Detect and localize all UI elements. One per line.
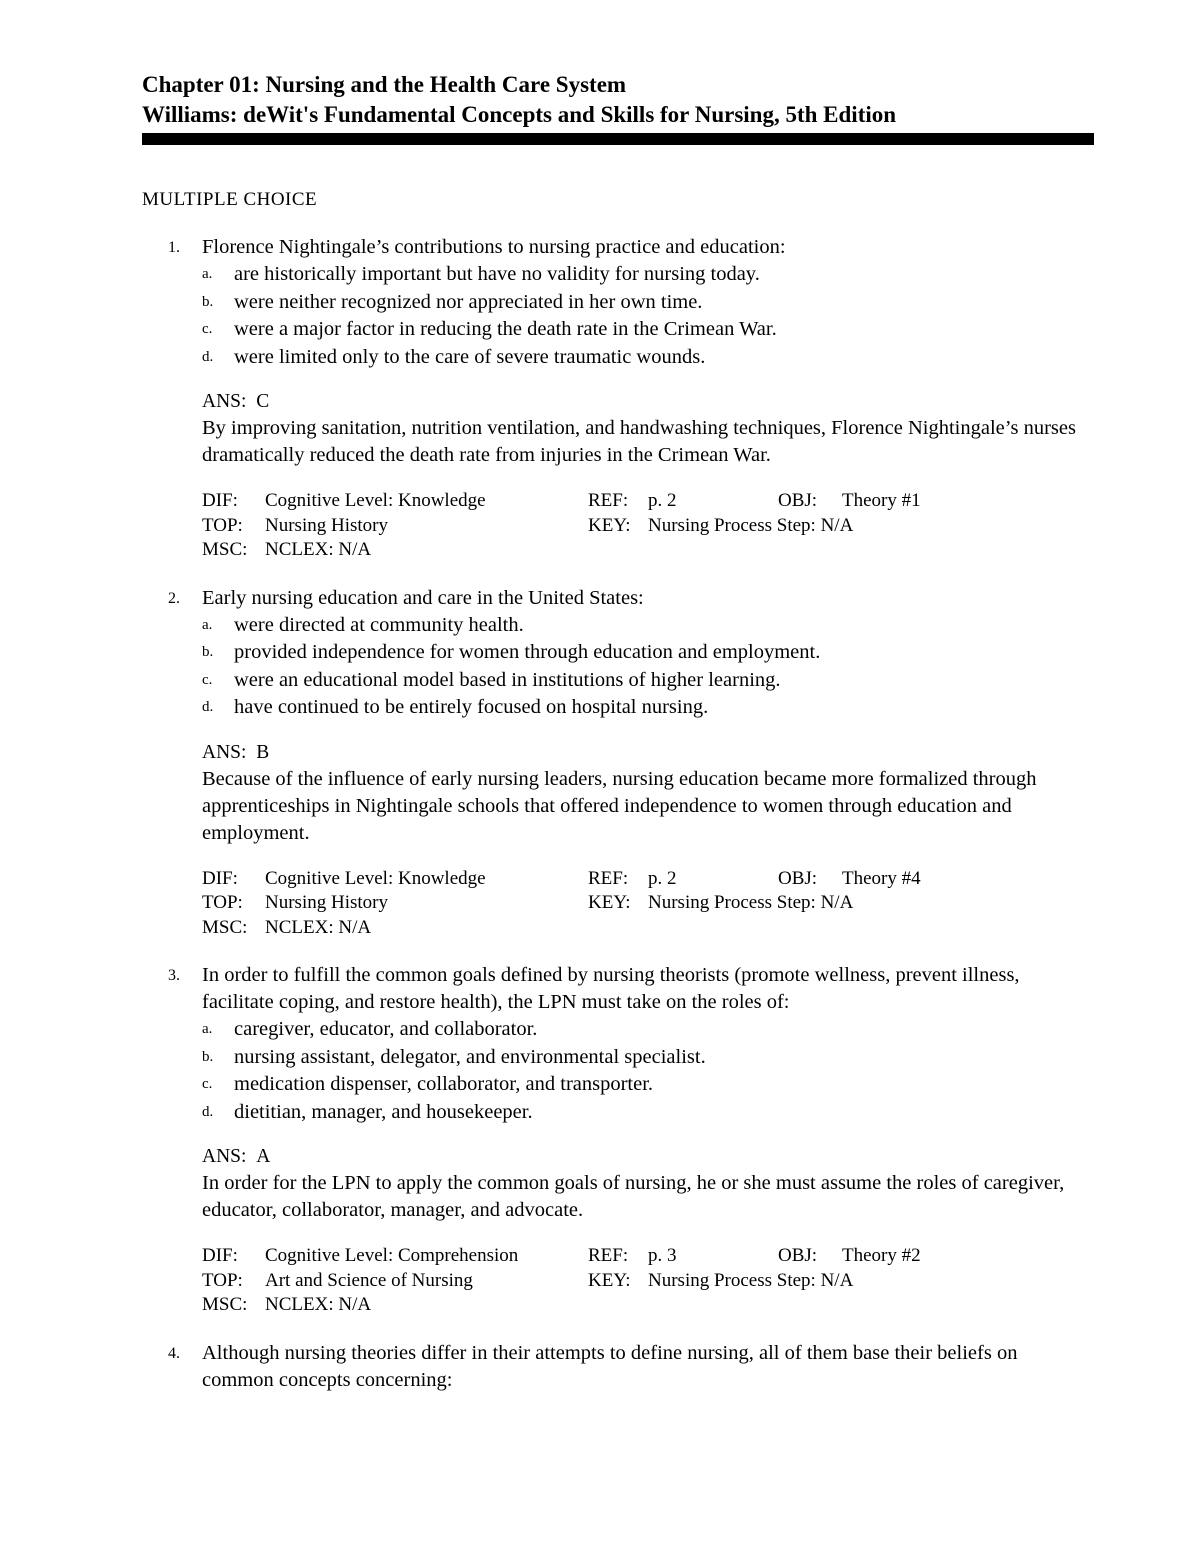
meta-row-dif xyxy=(202,489,1094,514)
top-value: Art and Science of Nursing xyxy=(265,1269,473,1291)
option-text: dietitian, manager, and housekeeper. xyxy=(234,1100,533,1123)
meta-row-msc xyxy=(202,538,1094,563)
question-stem: Early nursing education and care in the United States: xyxy=(202,586,644,609)
msc-label: MSC: xyxy=(202,1294,248,1315)
option-text: are historically important but have no validity for nursing today. xyxy=(234,263,760,285)
question-metadata xyxy=(202,1244,1094,1318)
option-d xyxy=(202,344,1094,372)
ref-value: p. 2 xyxy=(648,867,677,889)
rationale: In order for the LPN to apply the common goals of nursing, he or she must assume the roles of caregiver, educator, collaborator, manager, and advocate. xyxy=(202,1172,1065,1221)
dif-label: DIF: xyxy=(202,867,238,889)
answer-line xyxy=(202,1144,1094,1170)
meta-row-top xyxy=(202,891,1094,916)
key-label: KEY: xyxy=(588,1269,631,1291)
answer-value: C xyxy=(256,391,270,412)
ref-value: p. 3 xyxy=(648,1245,677,1266)
option-letter: d. xyxy=(202,348,214,365)
option-text: have continued to be entirely focused on hospital nursing. xyxy=(234,696,709,718)
option-letter: c. xyxy=(202,1076,213,1092)
header-rule xyxy=(142,133,1094,145)
meta-row-top xyxy=(202,1269,1094,1294)
option-letter: b. xyxy=(202,1048,214,1065)
option-b xyxy=(202,1044,1094,1072)
dif-value: Cognitive Level: Knowledge xyxy=(265,490,486,511)
key-value: Nursing Process Step: N/A xyxy=(648,514,854,536)
option-text: caregiver, educator, and collaborator. xyxy=(234,1018,538,1040)
answer-options xyxy=(202,612,1094,722)
top-label: TOP: xyxy=(202,514,243,536)
chapter-title: Chapter 01: Nursing and the Health Care System xyxy=(142,72,627,97)
option-letter: a. xyxy=(202,616,213,633)
option-letter: a. xyxy=(202,1021,213,1037)
obj-label: OBJ: xyxy=(778,1245,818,1266)
option-text: were limited only to the care of severe traumatic wounds. xyxy=(234,345,706,368)
answer-options xyxy=(202,261,1094,371)
question-2 xyxy=(142,585,1094,941)
option-b xyxy=(202,639,1094,667)
key-label: KEY: xyxy=(588,892,631,913)
top-label: TOP: xyxy=(202,892,243,913)
option-letter: b. xyxy=(202,293,214,310)
msc-label: MSC: xyxy=(202,539,248,560)
key-value: Nursing Process Step: N/A xyxy=(648,1269,854,1291)
obj-value: Theory #4 xyxy=(842,867,921,889)
msc-value: NCLEX: N/A xyxy=(265,539,372,560)
question-1 xyxy=(142,234,1094,563)
option-a xyxy=(202,261,1094,289)
obj-value: Theory #2 xyxy=(842,1245,921,1266)
meta-row-msc xyxy=(202,916,1094,941)
rationale: Because of the influence of early nursing leaders, nursing education became more formalized through apprenticeships in Nightingale schools that offered independence to women through education and employment. xyxy=(202,767,1037,844)
key-value: Nursing Process Step: N/A xyxy=(648,892,854,913)
msc-value: NCLEX: N/A xyxy=(265,1294,372,1315)
question-metadata xyxy=(202,489,1094,563)
option-letter: c. xyxy=(202,321,213,337)
answer-label: ANS: xyxy=(202,1146,247,1167)
option-a xyxy=(202,1016,1094,1044)
option-c xyxy=(202,316,1094,344)
question-4 xyxy=(142,1340,1094,1394)
option-text: were neither recognized nor appreciated in her own time. xyxy=(234,290,703,313)
ref-value: p. 2 xyxy=(648,490,677,511)
obj-label: OBJ: xyxy=(778,490,818,511)
option-text: were a major factor in reducing the death rate in the Crimean War. xyxy=(234,318,777,340)
msc-value: NCLEX: N/A xyxy=(265,916,372,938)
obj-label: OBJ: xyxy=(778,867,818,889)
dif-value: Cognitive Level: Comprehension xyxy=(265,1245,519,1266)
option-text: medication dispenser, collaborator, and transporter. xyxy=(234,1073,654,1095)
option-letter: b. xyxy=(202,644,214,660)
option-d xyxy=(202,1099,1094,1127)
top-value: Nursing History xyxy=(265,892,388,913)
question-metadata xyxy=(202,867,1094,941)
ref-label: REF: xyxy=(588,1245,629,1266)
question-number: 1. xyxy=(168,239,180,256)
option-letter: d. xyxy=(202,699,214,715)
dif-value: Cognitive Level: Knowledge xyxy=(265,867,486,889)
answer-value: B xyxy=(256,741,270,763)
question-number: 3. xyxy=(168,967,180,984)
book-title: Williams: deWit's Fundamental Concepts and Skills for Nursing, 5th Edition xyxy=(142,102,897,127)
msc-label: MSC: xyxy=(202,916,248,938)
dif-label: DIF: xyxy=(202,1245,238,1266)
question-number: 4. xyxy=(168,1344,180,1362)
option-letter: d. xyxy=(202,1103,214,1120)
question-number: 2. xyxy=(168,589,180,607)
dif-label: DIF: xyxy=(202,490,238,511)
top-label: TOP: xyxy=(202,1269,243,1291)
option-c xyxy=(202,667,1094,695)
rationale: By improving sanitation, nutrition ventilation, and handwashing techniques, Florence Nightingale’s nurses dramatically reduced the death rate from injuries in the Crimean War. xyxy=(202,417,1076,466)
option-letter: c. xyxy=(202,671,213,688)
key-label: KEY: xyxy=(588,514,631,536)
answer-value: A xyxy=(256,1146,271,1167)
option-b xyxy=(202,289,1094,317)
option-a xyxy=(202,612,1094,640)
question-stem: In order to fulfill the common goals defined by nursing theorists (promote wellness, prevent illness, facilitate coping, and restore health), the LPN must take on the roles of: xyxy=(202,964,1020,1013)
answer-options xyxy=(202,1016,1094,1126)
option-c xyxy=(202,1071,1094,1099)
meta-row-dif xyxy=(202,1244,1094,1269)
option-text: were an educational model based in institutions of higher learning. xyxy=(234,668,781,691)
ref-label: REF: xyxy=(588,490,629,511)
option-text: nursing assistant, delegator, and environmental specialist. xyxy=(234,1045,706,1068)
ref-label: REF: xyxy=(588,867,629,889)
document-page xyxy=(142,70,1094,1394)
question-stem: Although nursing theories differ in their attempts to define nursing, all of them base their beliefs on common concepts concerning: xyxy=(202,1341,1018,1391)
option-text: were directed at community health. xyxy=(234,613,524,636)
question-stem: Florence Nightingale’s contributions to nursing practice and education: xyxy=(202,236,786,258)
answer-line xyxy=(202,389,1094,415)
answer-label: ANS: xyxy=(202,391,247,412)
section-heading: MULTIPLE CHOICE xyxy=(142,189,318,210)
answer-line xyxy=(202,740,1094,766)
meta-row-msc xyxy=(202,1293,1094,1318)
option-letter: a. xyxy=(202,266,213,282)
top-value: Nursing History xyxy=(265,514,388,536)
answer-label: ANS: xyxy=(202,741,247,763)
meta-row-dif xyxy=(202,867,1094,892)
obj-value: Theory #1 xyxy=(842,490,921,511)
meta-row-top xyxy=(202,514,1094,539)
question-3 xyxy=(142,962,1094,1318)
option-d xyxy=(202,694,1094,722)
option-text: provided independence for women through education and employment. xyxy=(234,641,821,663)
